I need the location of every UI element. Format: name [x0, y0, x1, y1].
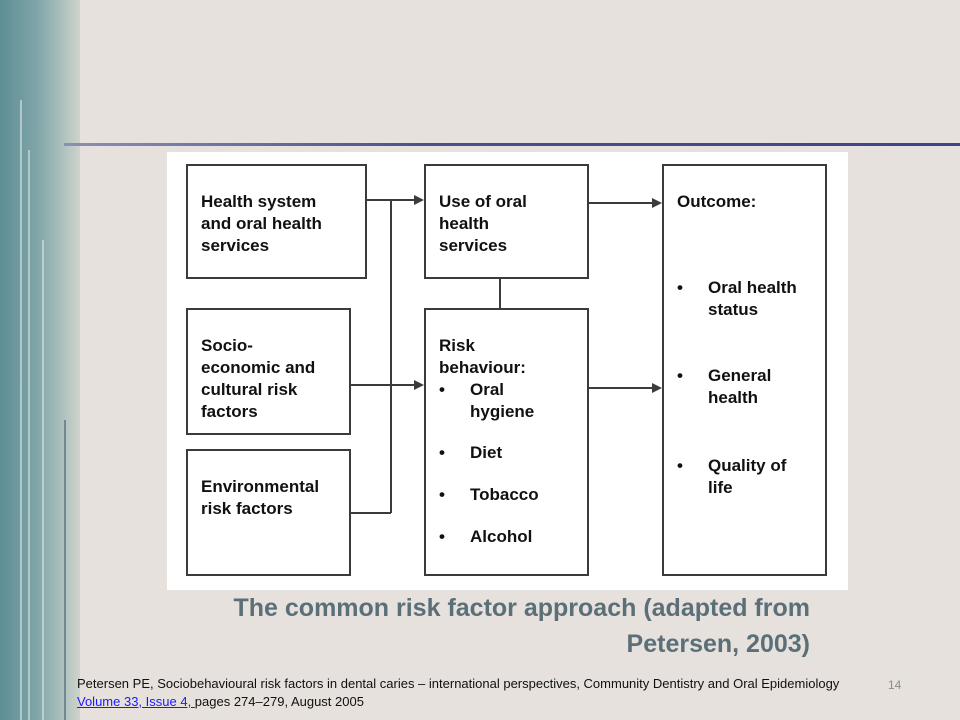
arrowhead-icon: [652, 383, 662, 393]
reference-text: Petersen PE, Sociobehavioural risk factors in dental caries – international perspectives, Community Dentistry and Oral Epidemiology: [77, 676, 840, 691]
connector-line: [390, 199, 392, 513]
reference-text-end: pages 274–279, August 2005: [194, 694, 364, 709]
title-rule: [64, 143, 960, 146]
list-item: • General health: [677, 365, 825, 409]
box-health-system-label: Health system and oral health services: [201, 192, 322, 255]
risk-behaviour-title: Risk behaviour:: [439, 336, 526, 377]
decorative-line: [20, 100, 22, 720]
risk-behaviour-list: [439, 379, 587, 548]
decorative-line: [64, 420, 66, 720]
box-use-of-services-label: Use of oral health services: [439, 192, 527, 255]
connector-line: [351, 512, 391, 514]
arrowhead-icon: [414, 195, 424, 205]
list-item: • Quality of life: [677, 455, 825, 499]
list-item: • Diet: [439, 442, 587, 464]
connector-line: [589, 387, 652, 389]
connector-line: [499, 279, 501, 308]
reference-citation: [77, 675, 857, 711]
arrowhead-icon: [414, 380, 424, 390]
risk-factor-diagram: [167, 152, 848, 590]
page-number: 14: [888, 678, 902, 692]
box-environmental: [186, 449, 351, 576]
box-health-system: [186, 164, 367, 279]
connector-line: [589, 202, 652, 204]
left-decorative-band: [0, 0, 80, 720]
decorative-line: [28, 150, 30, 720]
list-item: • Tobacco: [439, 484, 587, 506]
arrowhead-icon: [652, 198, 662, 208]
slide-caption: The common risk factor approach (adapted from Petersen, 2003): [233, 594, 810, 658]
box-risk-behaviour: [424, 308, 589, 576]
outcome-title: Outcome:: [677, 192, 757, 211]
list-item: • Oral health status: [677, 277, 825, 321]
box-socio-economic: [186, 308, 351, 435]
box-use-of-services: [424, 164, 589, 279]
list-item: • Alcohol: [439, 526, 587, 548]
decorative-line: [42, 240, 44, 720]
connector-line: [351, 384, 414, 386]
list-item: • Oral hygiene: [439, 379, 587, 423]
box-environmental-label: Environmental risk factors: [201, 477, 320, 518]
reference-link[interactable]: Volume 33, Issue 4,: [77, 694, 195, 709]
box-outcome: [662, 164, 827, 576]
outcome-list: [677, 277, 825, 499]
box-socio-economic-label: Socio- economic and cultural risk factors: [201, 336, 316, 421]
